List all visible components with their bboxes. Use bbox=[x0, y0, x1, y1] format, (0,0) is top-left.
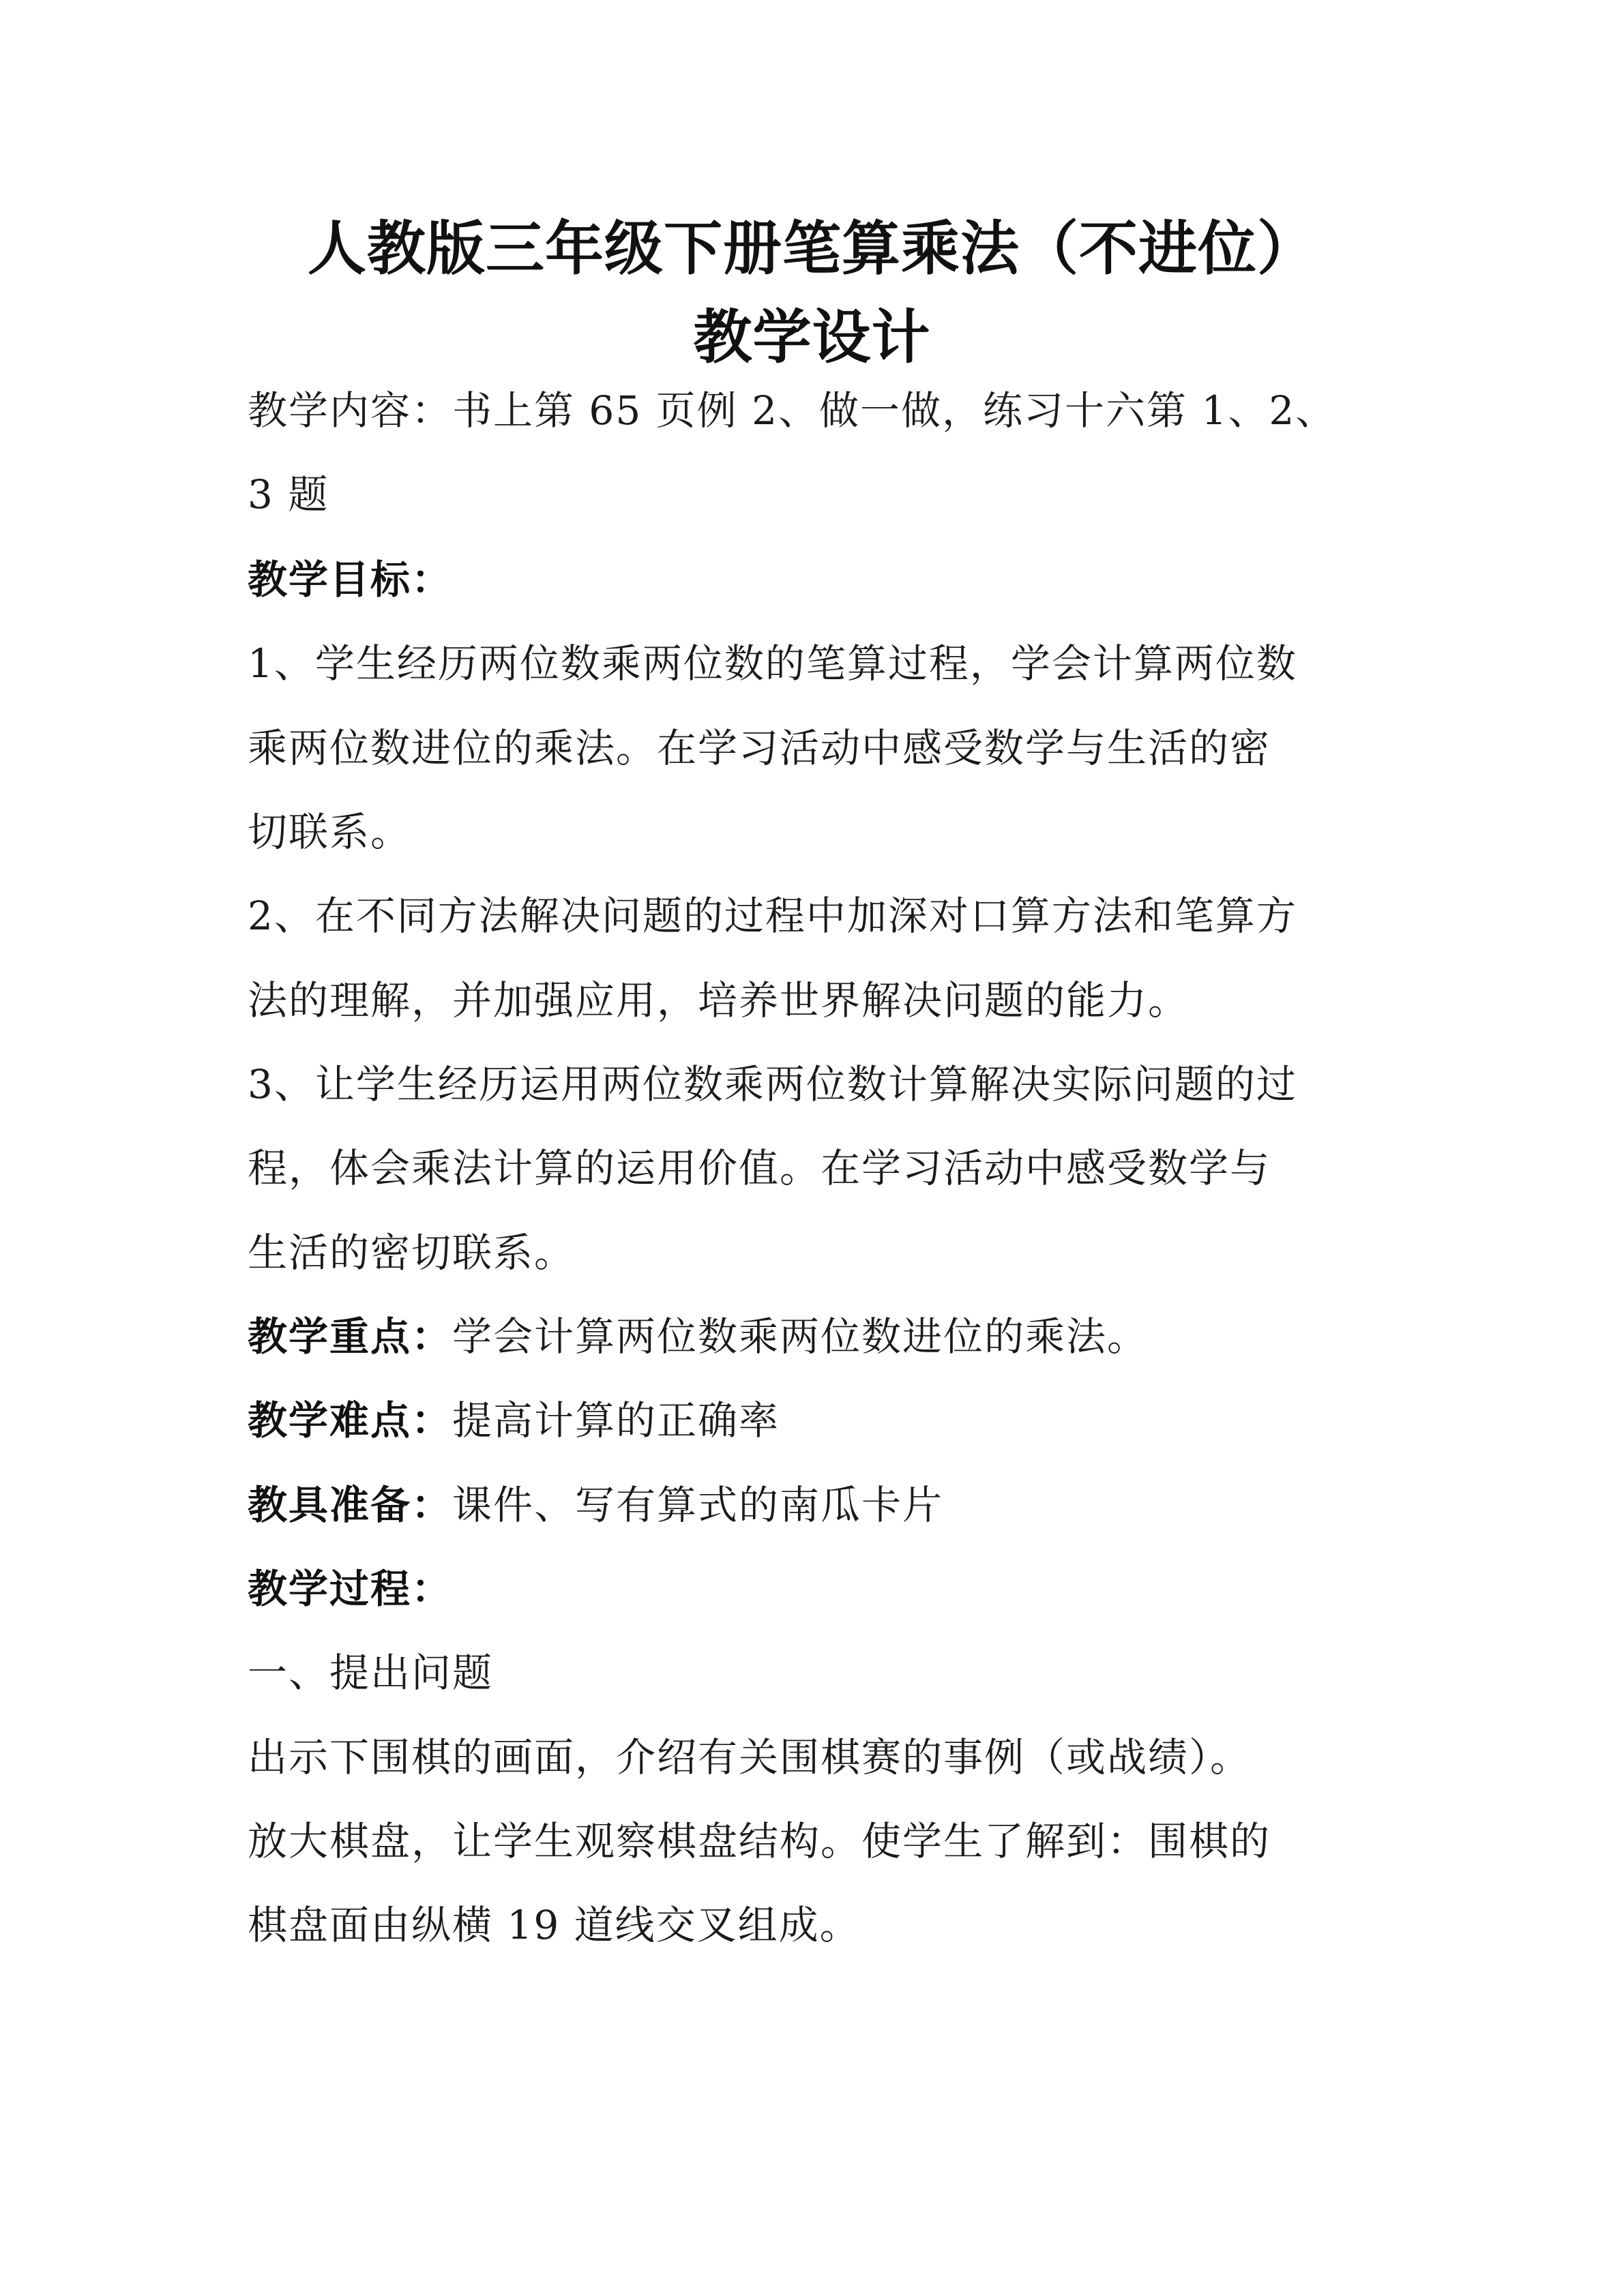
document-title-line2: 教学设计 bbox=[693, 303, 931, 372]
objective3-line1: 3、让学生经历运用两位数乘两位数计算解决实际问题的过 bbox=[248, 1061, 1297, 1107]
keypoint-label: 教学重点： bbox=[248, 1313, 453, 1360]
objective2-line2: 法的理解，并加强应用，培养世界解决问题的能力。 bbox=[248, 977, 1190, 1024]
objective3-line3: 生活的密切联系。 bbox=[248, 1229, 576, 1276]
objective1-line1: 1、学生经历两位数乘两位数的笔算过程，学会计算两位数 bbox=[248, 640, 1297, 687]
objective1-line3: 切联系。 bbox=[248, 809, 412, 855]
tools-label: 教具准备： bbox=[248, 1482, 453, 1528]
objectives-heading: 教学目标： bbox=[248, 556, 453, 603]
step1-line1: 出示下围棋的画面，介绍有关围棋赛的事例（或战绩）。 bbox=[248, 1734, 1252, 1780]
tools-text: 课件、写有算式的南瓜卡片 bbox=[452, 1482, 944, 1528]
keypoint-row bbox=[248, 1313, 1148, 1360]
keypoint-text: 学会计算两位数乘两位数进位的乘法。 bbox=[452, 1313, 1149, 1360]
step1-heading: 一、提出问题 bbox=[248, 1650, 494, 1696]
step1-line2: 放大棋盘，让学生观察棋盘结构。使学生了解到：围棋的 bbox=[248, 1818, 1271, 1864]
tools-row bbox=[248, 1481, 943, 1529]
teaching-content-line1: 教学内容：书上第 65 页例 2、做一做，练习十六第 1、2、 bbox=[248, 387, 1337, 434]
difficulty-row bbox=[248, 1397, 780, 1444]
teaching-content-line2: 3 题 bbox=[248, 471, 329, 518]
objective2-line1: 2、在不同方法解决问题的过程中加深对口算方法和笔算方 bbox=[248, 893, 1297, 939]
difficulty-text: 提高计算的正确率 bbox=[452, 1397, 780, 1444]
objective3-line2: 程，体会乘法计算的运用价值。在学习活动中感受数学与 bbox=[248, 1145, 1271, 1191]
process-heading: 教学过程： bbox=[248, 1566, 453, 1612]
step1-line3: 棋盘面由纵横 19 道线交叉组成。 bbox=[248, 1902, 861, 1948]
objective1-line2: 乘两位数进位的乘法。在学习活动中感受数学与生活的密 bbox=[248, 725, 1271, 771]
difficulty-label: 教学难点： bbox=[248, 1397, 453, 1444]
document-title-line1: 人教版三年级下册笔算乘法（不进位） bbox=[308, 215, 1316, 283]
